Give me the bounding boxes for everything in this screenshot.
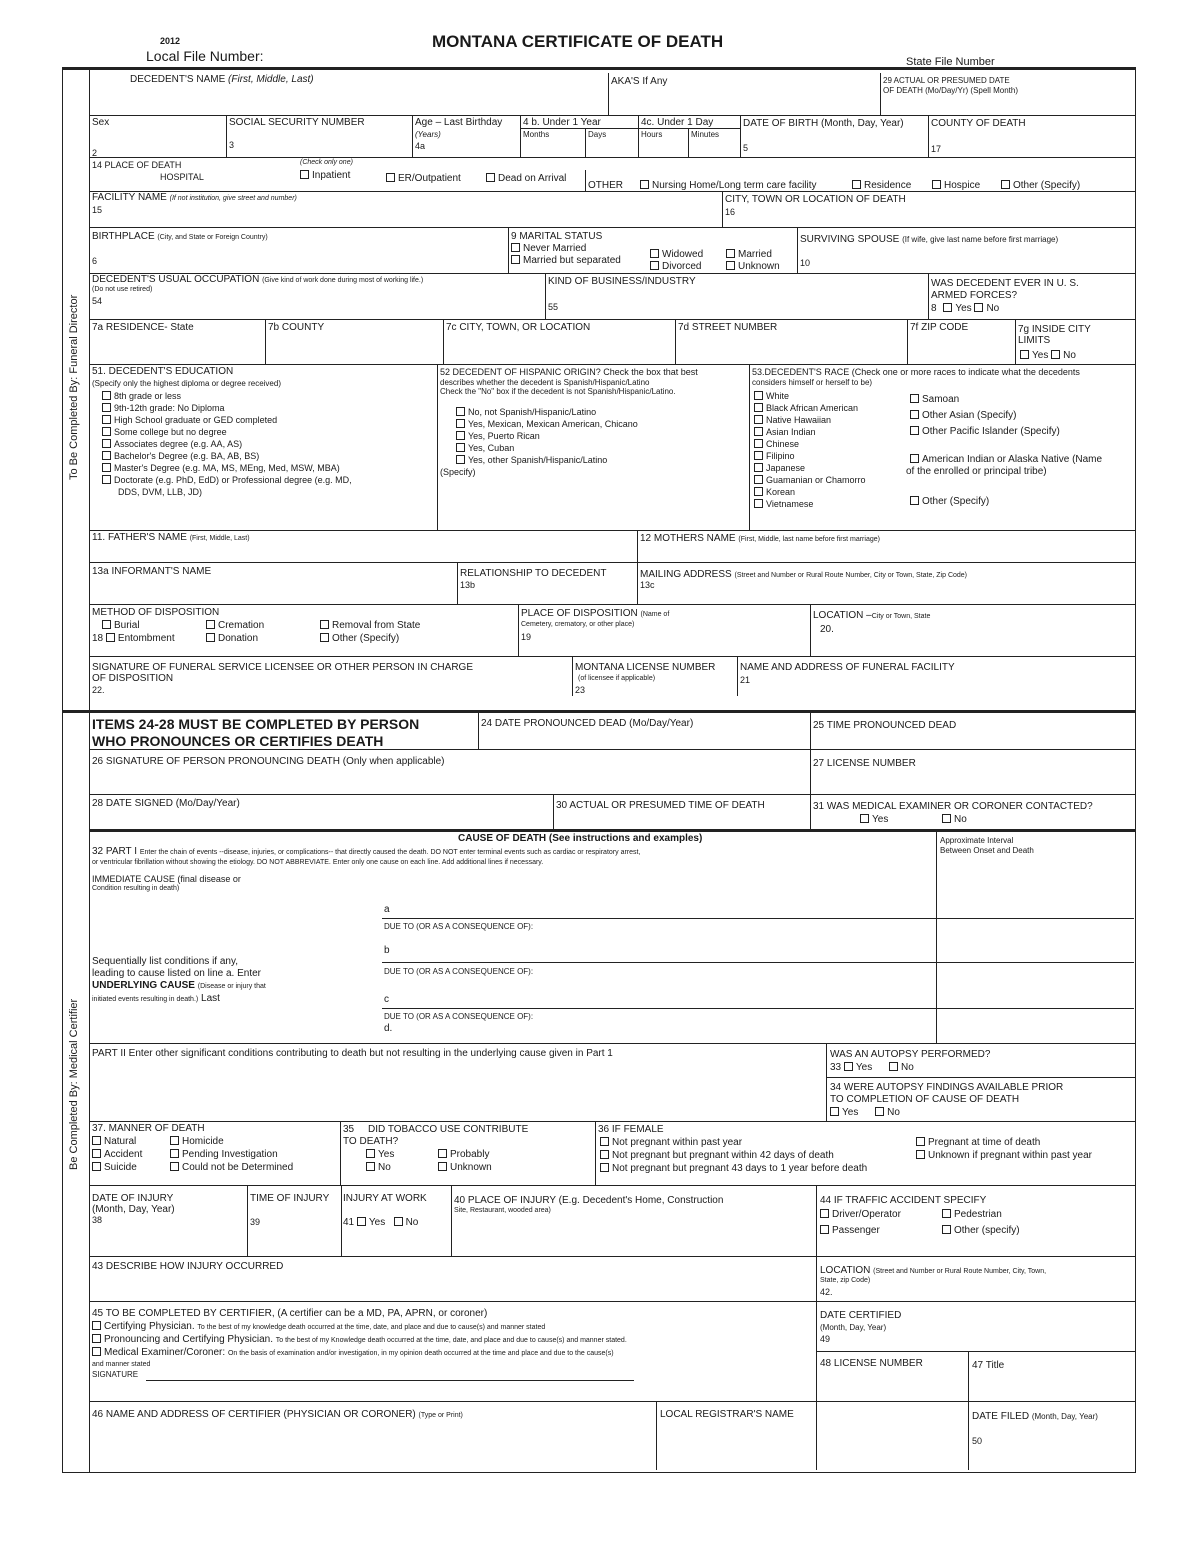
montana-license-label: MONTANA LICENSE NUMBER [575, 662, 716, 673]
due-to-c: DUE TO (OR AS A CONSEQUENCE OF): [384, 1012, 534, 1021]
tobacco-yes-checkbox[interactable]: Yes [366, 1149, 394, 1161]
race-option-3[interactable]: Asian Indian [752, 426, 1080, 438]
license-num: 23 [575, 685, 586, 695]
part1-label: 32 PART I Enter the chain of events --disease, injuries, or complications-- that directly caused the death. DO NOT enter terminal events such as cardiac or respiratory arrest, [92, 846, 641, 857]
occupation-label: DECEDENT'S USUAL OCCUPATION (Give kind of work done during most of working life.) [92, 274, 424, 285]
ssn-num: 3 [229, 140, 235, 150]
funeral-signature-label: SIGNATURE OF FUNERAL SERVICE LICENSEE OR OTHER PERSON IN CHARGE OF DISPOSITION [92, 662, 473, 684]
father-name-label: 11. FATHER'S NAME (First, Middle, Last) [92, 532, 250, 543]
autopsy-label: WAS AN AUTOPSY PERFORMED? [830, 1049, 991, 1060]
inside-city-label: 7g INSIDE CITY LIMITS [1018, 324, 1091, 346]
place-disposition-num: 19 [521, 632, 532, 642]
tobacco-no-checkbox[interactable]: No [366, 1162, 391, 1174]
time-of-death-label: 30 ACTUAL OR PRESUMED TIME OF DEATH [556, 800, 765, 811]
funeral-signature-num: 22. [92, 685, 105, 695]
race-option-7[interactable]: Guamanian or Chamorro [752, 474, 1080, 486]
date-filed-label: DATE FILED (Month, Day, Year) [972, 1411, 1098, 1422]
findings-options: Yes No [830, 1107, 900, 1119]
hispanic-option-1[interactable]: Yes, Mexican, Mexican American, Chicano [456, 418, 698, 430]
county-of-death-label: COUNTY OF DEATH [931, 118, 1026, 129]
under-1-day-label: 4c. Under 1 Day [641, 117, 714, 128]
education-option-6[interactable]: Master's Degree (e.g. MA, MS, MEng, Med, MSW, MBA) [92, 462, 352, 474]
facility-name-label: FACILITY NAME (If not institution, give street and number) [92, 192, 297, 203]
findings-no-checkbox[interactable] [875, 1107, 884, 1116]
manner-stated-text: and manner stated [92, 1361, 151, 1368]
place-disposition-hint: Cemetery, crematory, or other place) [521, 621, 635, 628]
part1-text2: or ventricular fibrillation without showing the etiology. DO NOT ABBREVIATE. Enter only one cause on each line. Add additional lines if necessary. [92, 859, 544, 866]
married-separated-checkbox[interactable]: Married but separated [511, 255, 621, 267]
certifier-title-label: 47 Title [972, 1360, 1005, 1371]
other-disposition-checkbox[interactable]: Other (Specify) [320, 633, 399, 645]
burial-checkbox[interactable]: Burial [102, 620, 140, 632]
hispanic-option-4[interactable]: Yes, other Spanish/Hispanic/Latino [456, 454, 698, 466]
certifying-physician-checkbox[interactable]: Certifying Physician. To the best of my knowledge death occurred at the time, date, and place and due to cause(s) and manner stated [92, 1321, 545, 1333]
work-no-checkbox[interactable] [394, 1217, 403, 1226]
hispanic-option-3[interactable]: Yes, Cuban [456, 442, 698, 454]
other-place-checkbox[interactable]: Other (Specify) [1001, 180, 1080, 192]
date-of-injury-label: DATE OF INJURY (Month, Day, Year) 38 [92, 1193, 175, 1225]
female-unknown-checkbox[interactable]: Unknown if pregnant within past year [916, 1150, 1092, 1162]
female-42-days-checkbox[interactable]: Not pregnant but pregnant within 42 days of death [600, 1150, 834, 1162]
sex-num: 2 [92, 148, 98, 158]
certifier-name-address-label: 46 NAME AND ADDRESS OF CERTIFIER (PHYSICIAN OR CORONER) (Type or Print) [92, 1409, 463, 1420]
entombment-checkbox[interactable]: 18 Entombment [92, 633, 175, 644]
hours-label: Hours [641, 130, 663, 139]
coroner-no-checkbox[interactable]: No [942, 814, 967, 826]
tobacco-label: 35 DID TOBACCO USE CONTRIBUTE [343, 1124, 529, 1135]
state-file-number-label: State File Number [906, 56, 995, 68]
work-yes-checkbox[interactable] [357, 1217, 366, 1226]
armed-no-checkbox[interactable] [974, 303, 983, 312]
sex-label: Sex [92, 117, 110, 128]
describe-injury-label: 43 DESCRIBE HOW INJURY OCCURRED [92, 1261, 284, 1272]
autopsy-options: 33 Yes No [830, 1062, 914, 1073]
if-female-label: 36 IF FEMALE [598, 1124, 664, 1135]
pronouncing-certifying-checkbox[interactable]: Pronouncing and Certifying Physician. To the best of my Knowledge death occurred at the time, date, and place and due to cause(s) and manner stated. [92, 1334, 627, 1346]
hispanic-section: 52 DECEDENT OF HISPANIC ORIGIN? Check the box that best describes whether the decedent is Spanish/Hispanic/Latino Check the "No" box if the decedent is not Spanish/Hispanic/Latino. No, not Spanish/Hispanic/Latino Yes, Mexican, Mexican American, Chicano Yes, Puerto Rican Yes, Cuban Yes, other Spanish/Hispanic/Latino (Specify) [440, 367, 698, 477]
education-option-4[interactable]: Associates degree (e.g. AA, AS) [92, 438, 352, 450]
tobacco-probably-checkbox[interactable]: Probably [438, 1149, 489, 1161]
part2-label: PART II Enter other significant conditions contributing to death but not resulting in the underlying cause given in Part 1 [92, 1048, 613, 1059]
er-outpatient-checkbox[interactable]: ER/Outpatient [386, 173, 461, 185]
business-num: 55 [548, 302, 559, 312]
relationship-label: RELATIONSHIP TO DECEDENT [460, 568, 607, 579]
race-american-indian-checkbox[interactable]: American Indian or Alaska Native (Name of the enrolled or principal tribe) [906, 454, 1103, 477]
form-year: 2012 [160, 36, 181, 46]
manner-of-death-label: 37. MANNER OF DEATH [92, 1123, 205, 1134]
date-certified-num: 49 [820, 1334, 831, 1344]
zip-code-label: 7f ZIP CODE [910, 322, 969, 333]
license-hint: (of licensee if applicable) [578, 675, 656, 682]
divorced-checkbox[interactable]: Divorced [650, 261, 701, 273]
local-file-number-label: Local File Number: [146, 48, 264, 64]
traffic-driver-checkbox[interactable]: Driver/Operator [820, 1209, 901, 1221]
cause-of-death-title: CAUSE OF DEATH (See instructions and examples) [458, 833, 703, 844]
race-option-2[interactable]: Native Hawaiian [752, 414, 1080, 426]
items-24-28-heading: ITEMS 24-28 MUST BE COMPLETED BY PERSON WHO PRONOUNCES OR CERTIFIES DEATH [92, 716, 420, 749]
street-number-label: 7d STREET NUMBER [678, 322, 778, 333]
female-43-days-checkbox[interactable]: Not pregnant but pregnant 43 days to 1 year before death [600, 1163, 867, 1175]
race-other-checkbox[interactable]: Other (Specify) [910, 496, 989, 508]
interval-label: Approximate Interval Between Onset and Death [940, 836, 1034, 855]
cremation-checkbox[interactable]: Cremation [206, 620, 264, 632]
residence-county-label: 7b COUNTY [268, 322, 325, 333]
certifier-title: 45 TO BE COMPLETED BY CERTIFIER, (A certifier can be a MD, PA, APRN, or coroner) [92, 1308, 488, 1319]
relationship-num: 13b [460, 580, 476, 590]
occupation-num: 54 [92, 296, 103, 306]
date-signed-label: 28 DATE SIGNED (Mo/Day/Year) [92, 798, 240, 809]
manner-pending-checkbox[interactable]: Pending Investigation [170, 1149, 278, 1161]
date-of-death-label: 29 ACTUAL OR PRESUMED DATE OF DEATH (Mo/Day/Yr) (Spell Month) [883, 76, 1018, 95]
race-samoan-checkbox[interactable]: Samoan [910, 394, 959, 406]
days-label: Days [588, 130, 607, 139]
mailing-address-label: MAILING ADDRESS (Street and Number or Rural Route Number, City or Town, State, Zip Code) [640, 569, 968, 580]
place-of-death-label: 14 PLACE OF DEATH [92, 160, 182, 170]
mailing-num: 13c [640, 580, 655, 590]
race-option-1[interactable]: Black African American [752, 402, 1080, 414]
city-of-death-label: CITY, TOWN OR LOCATION OF DEATH [725, 194, 906, 205]
line-b-label: b [384, 945, 390, 956]
side-label-medical-certifier: Be Completed By: Medical Certifier [68, 998, 80, 1170]
race-other-pacific-checkbox[interactable]: Other Pacific Islander (Specify) [910, 426, 1060, 438]
time-of-injury-label: TIME OF INJURY [250, 1193, 330, 1204]
hospital-label: HOSPITAL [160, 172, 204, 182]
injury-work-options: 41 Yes No [343, 1217, 419, 1228]
county-num: 17 [931, 144, 942, 154]
findings-yes-checkbox[interactable] [830, 1107, 839, 1116]
manner-accident-checkbox[interactable]: Accident [92, 1149, 142, 1161]
disposition-method-label: METHOD OF DISPOSITION [92, 607, 220, 618]
removal-checkbox[interactable]: Removal from State [320, 620, 420, 632]
disposition-location-num: 20. [820, 624, 834, 635]
education-option-0[interactable]: 8th grade or less [92, 390, 352, 402]
line-a-label: a [384, 904, 390, 915]
unknown-marital-checkbox[interactable]: Unknown [726, 261, 780, 273]
armed-forces-label: WAS DECEDENT EVER IN U. S. ARMED FORCES? [931, 278, 1079, 301]
form-title: MONTANA CERTIFICATE OF DEATH [432, 32, 724, 51]
race-option-4[interactable]: Chinese [752, 438, 1080, 450]
inside-city-options: Yes No [1020, 350, 1076, 362]
funeral-facility-num: 21 [740, 675, 751, 685]
age-label: Age – Last Birthday [415, 117, 503, 128]
manner-natural-checkbox[interactable]: Natural [92, 1136, 136, 1148]
residence-city-label: 7c CITY, TOWN, OR LOCATION [446, 322, 591, 333]
business-label: KIND OF BUSINESS/INDUSTRY [548, 276, 696, 287]
facility-num: 15 [92, 205, 103, 215]
time-pronounced-label: 25 TIME PRONOUNCED DEAD [813, 720, 957, 731]
dead-on-arrival-checkbox[interactable]: Dead on Arrival [486, 173, 566, 185]
education-section: 51. DECEDENT'S EDUCATION (Specify only the highest diploma or degree received) 8th grade or less 9th-12th grade: No Diploma High School graduate or GED completed Some college but no degree Associates degree (e.g. AA, AS) Bachelor's Degree (e.g. BA, AB, BS) Master's Degree (e.g. MA, MS, MEng, Med, MSW, MBA) Doctorate (e.g. PhD, EdD) or Professional degree (e.g. MD, DDS, DVM, LLB, JD) [92, 366, 352, 497]
married-checkbox[interactable]: Married [726, 249, 772, 261]
check-one-hint: (Check only one) [300, 159, 353, 166]
race-option-0[interactable]: White [752, 390, 1080, 402]
spouse-num: 10 [800, 258, 811, 268]
hispanic-option-2[interactable]: Yes, Puerto Rican [456, 430, 698, 442]
race-other-asian-checkbox[interactable]: Other Asian (Specify) [910, 410, 1016, 422]
never-married-checkbox[interactable]: Never Married [511, 243, 586, 255]
injury-location-label: LOCATION (Street and Number or Rural Route Number, City, Town, [820, 1265, 1047, 1276]
age-num: 4a [415, 141, 426, 151]
nursing-home-checkbox[interactable]: Nursing Home/Long term care facility [640, 180, 817, 192]
time-of-injury-num: 39 [250, 1217, 261, 1227]
race-option-9[interactable]: Vietnamese [752, 498, 1080, 510]
months-label: Months [523, 130, 550, 139]
place-of-disposition-label: PLACE OF DISPOSITION (Name of [521, 608, 670, 619]
hispanic-option-0[interactable]: No, not Spanish/Hispanic/Latino [456, 406, 698, 418]
mother-name-label: 12 MOTHERS NAME (First, Middle, last name before first marriage) [640, 533, 880, 544]
date-filed-num: 50 [972, 1436, 983, 1446]
other-label: OTHER [588, 180, 623, 191]
city-num: 16 [725, 207, 736, 217]
immediate-cause-label: IMMEDIATE CAUSE (final disease or Condition resulting in death) [92, 874, 241, 892]
minutes-label: Minutes [691, 130, 720, 139]
license-number-label: 27 LICENSE NUMBER [813, 758, 916, 769]
line-d-label: d. [384, 1023, 393, 1034]
medical-examiner-checkbox[interactable]: Medical Examiner/Coroner: On the basis of examination and/or investigation, in my opinion death occurred at the time and place and due to the cause(s) [92, 1347, 614, 1359]
manner-homicide-checkbox[interactable]: Homicide [170, 1136, 224, 1148]
ssn-label: SOCIAL SECURITY NUMBER [229, 117, 365, 128]
funeral-facility-label: NAME AND ADDRESS OF FUNERAL FACILITY [740, 662, 955, 673]
marital-status-label: 9 MARITAL STATUS [511, 231, 603, 242]
due-to-b: DUE TO (OR AS A CONSEQUENCE OF): [384, 967, 534, 976]
education-option-3[interactable]: Some college but no degree [92, 426, 352, 438]
inpatient-checkbox[interactable]: Inpatient [300, 170, 350, 182]
certifier-license-label: 48 LICENSE NUMBER [820, 1358, 923, 1369]
signature-label: SIGNATURE [92, 1370, 139, 1379]
widowed-checkbox[interactable]: Widowed [650, 249, 703, 261]
race-option-6[interactable]: Japanese [752, 462, 1080, 474]
female-not-pregnant-checkbox[interactable]: Not pregnant within past year [600, 1137, 742, 1149]
education-option-1[interactable]: 9th-12th grade: No Diploma [92, 402, 352, 414]
inside-yes-checkbox[interactable] [1020, 350, 1029, 359]
traffic-pedestrian-checkbox[interactable]: Pedestrian [942, 1209, 1002, 1221]
disposition-location-label: LOCATION –City or Town, State [813, 610, 931, 621]
birthplace-label: BIRTHPLACE (City, and State or Foreign Country) [92, 231, 268, 242]
residence-checkbox[interactable]: Residence [852, 180, 911, 192]
line-c-label: c [384, 994, 389, 1005]
inside-no-checkbox[interactable] [1051, 350, 1060, 359]
dob-num: 5 [743, 143, 749, 153]
under-1-year-label: 4 b. Under 1 Year [523, 117, 601, 128]
injury-at-work-label: INJURY AT WORK [343, 1193, 427, 1204]
informant-name-label: 13a INFORMANT'S NAME [92, 566, 212, 577]
autopsy-findings-label: 34 WERE AUTOPSY FINDINGS AVAILABLE PRIOR TO COMPLETION OF CAUSE OF DEATH [830, 1082, 1064, 1105]
education-option-5[interactable]: Bachelor's Degree (e.g. BA, AB, BS) [92, 450, 352, 462]
birthplace-num: 6 [92, 256, 98, 266]
residence-state-label: 7a RESIDENCE- State [92, 322, 194, 333]
traffic-other-checkbox[interactable]: Other (specify) [942, 1225, 1020, 1237]
injury-location-num: 42. [820, 1287, 833, 1297]
place-of-injury-label: 40 PLACE OF INJURY (E.g. Decedent's Home, Construction Site, Restaurant, wooded area) [454, 1195, 724, 1214]
female-pregnant-checkbox[interactable]: Pregnant at time of death [916, 1137, 1040, 1149]
coroner-yes-checkbox[interactable]: Yes [860, 814, 888, 826]
due-to-a: DUE TO (OR AS A CONSEQUENCE OF): [384, 922, 534, 931]
manner-suicide-checkbox[interactable]: Suicide [92, 1162, 137, 1174]
decedent-name-label: DECEDENT'S NAME (First, Middle, Last) [130, 74, 314, 85]
hospice-checkbox[interactable]: Hospice [932, 180, 980, 192]
autopsy-no-checkbox[interactable] [889, 1062, 898, 1071]
sequential-instructions: Sequentially list conditions if any, leading to cause listed on line a. Enter UNDERLYING CAUSE (Disease or injury that initiated events resulting in death.) Last [92, 956, 266, 1004]
signature-line[interactable] [146, 1380, 634, 1381]
date-certified-hint: (Month, Day, Year) [820, 1323, 887, 1332]
injury-location-hint: State, zip Code) [820, 1277, 871, 1284]
aka-label: AKA'S If Any [611, 76, 668, 87]
dob-label: DATE OF BIRTH (Month, Day, Year) [743, 118, 904, 129]
armed-yes-checkbox[interactable] [943, 303, 952, 312]
occupation-hint: (Do not use retired) [92, 286, 153, 293]
traffic-passenger-checkbox[interactable]: Passenger [820, 1225, 880, 1237]
education-option-2[interactable]: High School graduate or GED completed [92, 414, 352, 426]
race-option-5[interactable]: Filipino [752, 450, 1080, 462]
autopsy-yes-checkbox[interactable] [844, 1062, 853, 1071]
signature-pronouncing-label: 26 SIGNATURE OF PERSON PRONOUNCING DEATH (Only when applicable) [92, 756, 445, 767]
surviving-spouse-label: SURVIVING SPOUSE (If wife, give last name before first marriage) [800, 234, 1059, 245]
side-label-funeral-director: To Be Completed By: Funeral Director [68, 294, 80, 480]
tobacco-unknown-checkbox[interactable]: Unknown [438, 1162, 492, 1174]
race-option-8[interactable]: Korean [752, 486, 1080, 498]
traffic-accident-label: 44 IF TRAFFIC ACCIDENT SPECIFY [820, 1195, 987, 1206]
date-pronounced-label: 24 DATE PRONOUNCED DEAD (Mo/Day/Year) [481, 718, 694, 729]
armed-forces-options: 8 Yes No [931, 303, 1000, 314]
coroner-contacted-label: 31 WAS MEDICAL EXAMINER OR CORONER CONTACTED? [813, 801, 1093, 812]
education-option-7[interactable]: Doctorate (e.g. PhD, EdD) or Professional degree (e.g. MD, [92, 474, 352, 486]
date-certified-label: DATE CERTIFIED [820, 1310, 902, 1321]
manner-undetermined-checkbox[interactable]: Could not be Determined [170, 1162, 293, 1174]
donation-checkbox[interactable]: Donation [206, 633, 258, 645]
age-years-hint: (Years) [415, 130, 441, 139]
race-section: 53.DECEDENT'S RACE (Check one or more races to indicate what the decedents considers himself or herself to be) White Black African American Native Hawaiian Asian Indian Chinese Filipino Japanese Guamanian or Chamorro Korean Vietnamese [752, 367, 1080, 509]
tobacco-label-2: TO DEATH? [343, 1136, 399, 1147]
registrar-name-label: LOCAL REGISTRAR'S NAME [660, 1409, 794, 1420]
